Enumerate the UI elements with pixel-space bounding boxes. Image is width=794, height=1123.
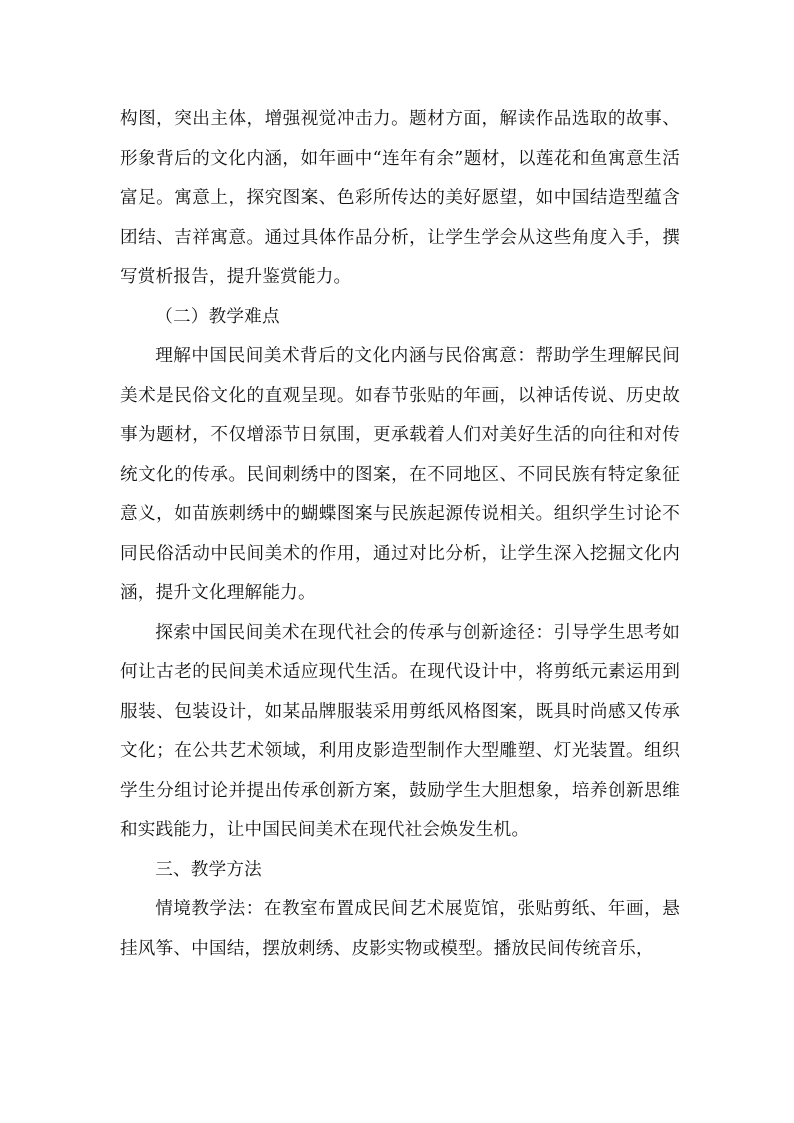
paragraph-situational-teaching: 情境教学法：在教室布置成民间艺术展览馆，张贴剪纸、年画，悬挂风筝、中国结，摆放刺绣、皮影实物或模型。播放民间传统音乐，	[120, 899, 680, 959]
paragraph-composition-analysis: 构图，突出主体，增强视觉冲击力。题材方面，解读作品选取的故事、形象背后的文化内涵，如年画中“连年有余”题材，以莲花和鱼寓意生活富足。寓意上，探究图案、色彩所传达的美好愿望，如中国结造型蕴含团结、吉祥寓意。通过具体作品分析，让学生学会从这些角度入手，撰写赏析报告，提升鉴赏能力。	[120, 109, 680, 287]
paragraph-inheritance-innovation: 探索中国民间美术在现代社会的传承与创新途径：引导学生思考如何让古老的民间美术适应现代生活。在现代设计中，将剪纸元素运用到服装、包装设计，如某品牌服装采用剪纸风格图案，既具时尚感又传承文化；在公共艺术领域，利用皮影造型制作大型雕塑、灯光装置。组织学生分组讨论并提出传承创新方案，鼓励学生大胆想象，培养创新思维和实践能力，让中国民间美术在现代社会焕发生机。	[120, 622, 680, 840]
paragraph-cultural-connotation: 理解中国民间美术背后的文化内涵与民俗寓意：帮助学生理解民间美术是民俗文化的直观呈现。如春节张贴的年画，以神话传说、历史故事为题材，不仅增添节日氛围，更承载着人们对美好生活的向往和对传统文化的传承。民间刺绣中的图案，在不同地区、不同民族有特定象征意义，如苗族刺绣中的蝴蝶图案与民族起源传说相关。组织学生讨论不同民俗活动中民间美术的作用，通过对比分析，让学生深入挖掘文化内涵，提升文化理解能力。	[120, 346, 680, 603]
section-heading-teaching-difficulties: （二）教学难点	[155, 306, 280, 327]
document-body	[120, 100, 680, 969]
section-heading-teaching-methods: 三、教学方法	[155, 859, 262, 880]
